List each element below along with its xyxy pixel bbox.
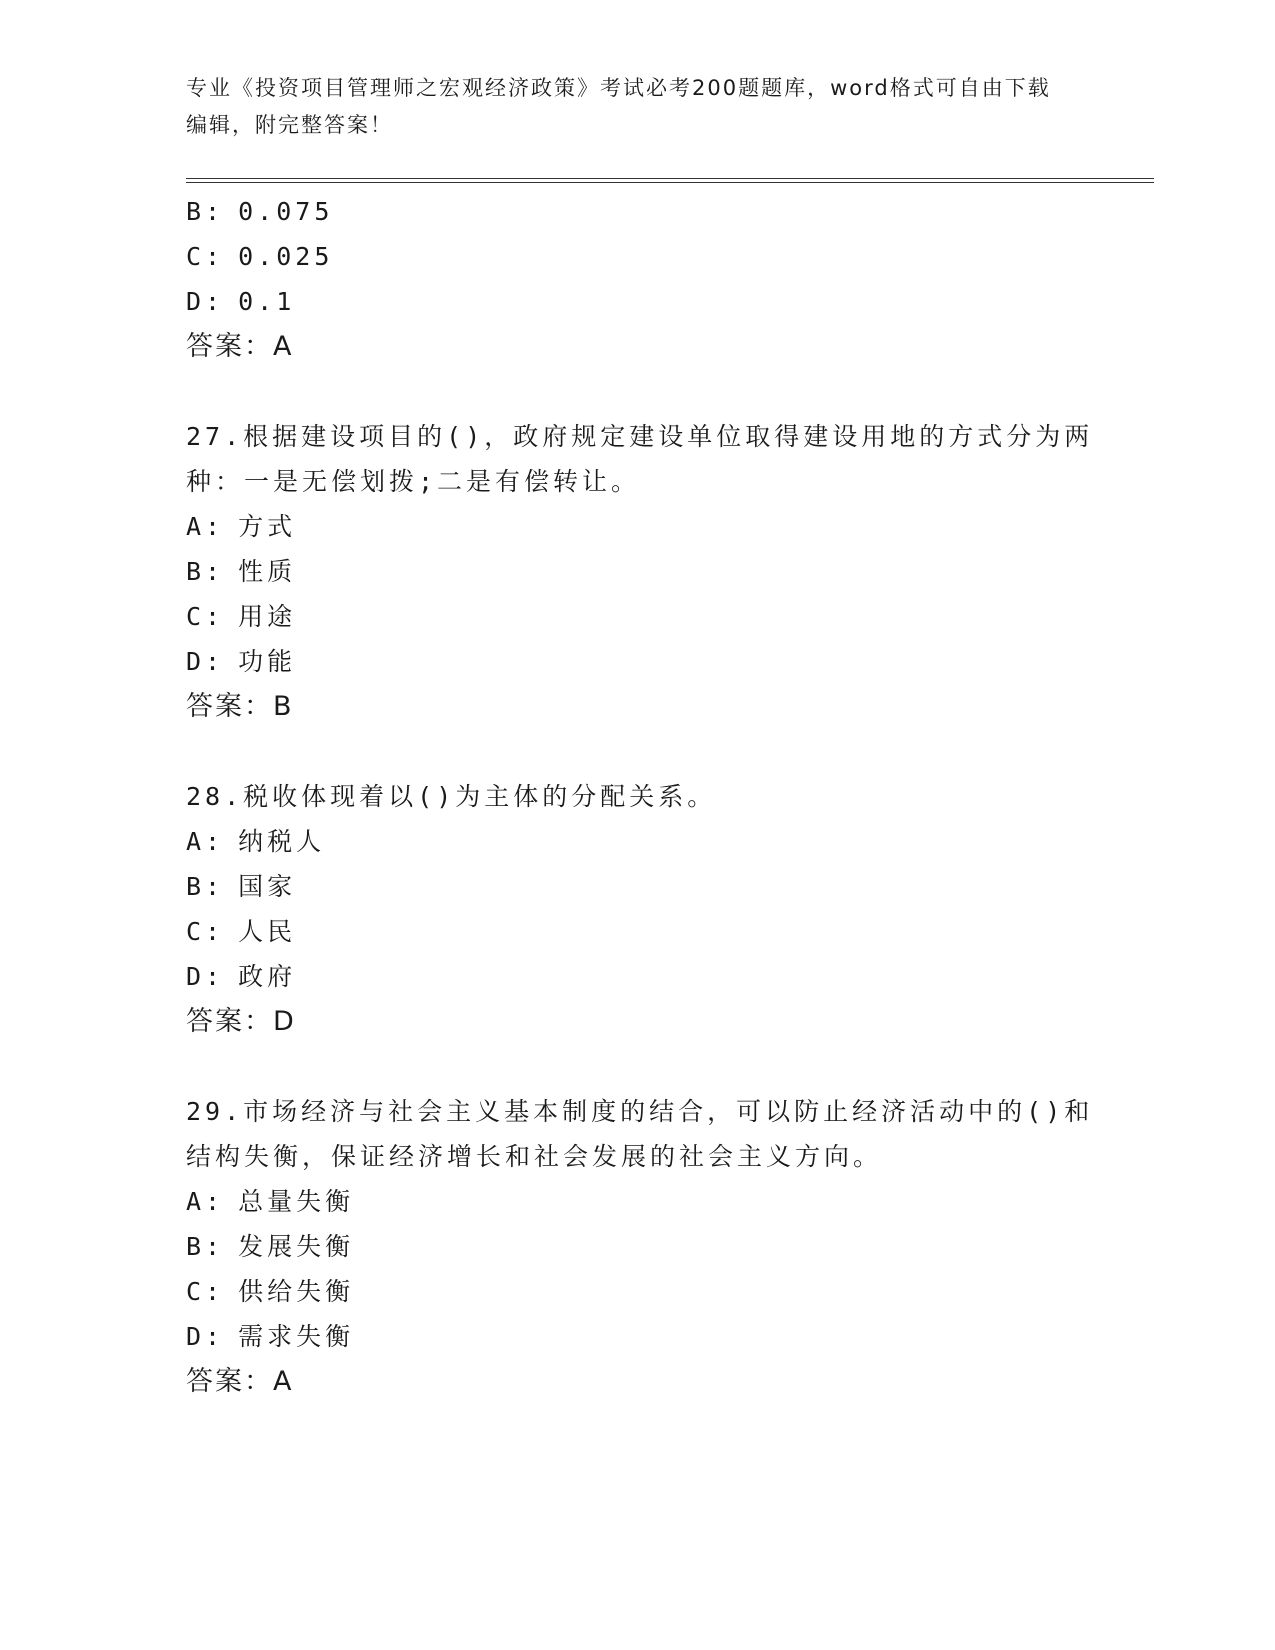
question-stem-line-2: 种：一是无偿划拨;二是有偿转让。 — [186, 467, 641, 496]
option-d — [186, 279, 1086, 324]
option-label: B: — [186, 872, 225, 901]
option-label: D: — [186, 1322, 225, 1351]
question-list — [186, 189, 1094, 1404]
option-label: A: — [186, 827, 225, 856]
option-text: 政府 — [238, 962, 297, 991]
header-rule-bottom — [186, 182, 1154, 183]
option-label: B: — [186, 1232, 225, 1261]
option-text: 0.075 — [238, 197, 334, 226]
option-c — [186, 1269, 1086, 1314]
option-label: C: — [186, 917, 225, 946]
option-text: 需求失衡 — [238, 1322, 355, 1351]
option-text: 方式 — [238, 512, 297, 541]
spacer — [186, 369, 1086, 414]
option-text: 纳税人 — [238, 827, 326, 856]
option-text: 0.1 — [238, 287, 296, 316]
spacer — [186, 1044, 1086, 1089]
option-label: C: — [186, 602, 225, 631]
option-label: A: — [186, 512, 225, 541]
option-text: 发展失衡 — [238, 1232, 355, 1261]
question-stem-line-1: 29.市场经济与社会主义基本制度的结合，可以防止经济活动中的()和 — [186, 1097, 1094, 1126]
option-b — [186, 1224, 1086, 1269]
option-label: D: — [186, 647, 225, 676]
option-c — [186, 594, 1086, 639]
option-label: B: — [186, 197, 225, 226]
option-d — [186, 1314, 1086, 1359]
option-text: 国家 — [238, 872, 297, 901]
option-label: D: — [186, 287, 225, 316]
option-label: B: — [186, 557, 225, 586]
question-26-continued — [186, 189, 1086, 369]
option-a — [186, 819, 1086, 864]
option-label: C: — [186, 1277, 225, 1306]
option-b — [186, 549, 1086, 594]
option-b — [186, 864, 1086, 909]
option-a — [186, 1179, 1086, 1224]
option-text: 性质 — [238, 557, 297, 586]
option-a — [186, 504, 1086, 549]
answer-line: 答案：B — [186, 691, 294, 722]
option-label: A: — [186, 1187, 225, 1216]
option-text: 供给失衡 — [238, 1277, 355, 1306]
option-d — [186, 639, 1086, 684]
document-header: 专业《投资项目管理师之宏观经济政策》考试必考200题题库，word格式可自由下载编辑，附完整答案！ — [186, 76, 1051, 137]
option-label: C: — [186, 242, 225, 271]
option-d — [186, 954, 1086, 999]
option-text: 人民 — [238, 917, 297, 946]
question-stem-line-2: 结构失衡，保证经济增长和社会发展的社会主义方向。 — [186, 1142, 883, 1171]
option-text: 用途 — [238, 602, 297, 631]
header-rule-top — [186, 178, 1154, 179]
option-label: D: — [186, 962, 225, 991]
answer-line: 答案：D — [186, 1006, 296, 1037]
question-29 — [186, 1089, 1094, 1404]
option-text: 功能 — [238, 647, 297, 676]
question-stem-line-1: 28.税收体现着以()为主体的分配关系。 — [186, 782, 717, 811]
option-c — [186, 909, 1086, 954]
option-b — [186, 189, 1086, 234]
question-28 — [186, 774, 1086, 1044]
spacer — [186, 729, 1086, 774]
answer-line: 答案：A — [186, 1366, 294, 1397]
question-27 — [186, 414, 1094, 729]
answer-line: 答案：A — [186, 331, 294, 362]
option-text: 总量失衡 — [238, 1187, 355, 1216]
question-stem-line-1: 27.根据建设项目的()，政府规定建设单位取得建设用地的方式分为两 — [186, 422, 1094, 451]
option-c — [186, 234, 1086, 279]
option-text: 0.025 — [238, 242, 334, 271]
